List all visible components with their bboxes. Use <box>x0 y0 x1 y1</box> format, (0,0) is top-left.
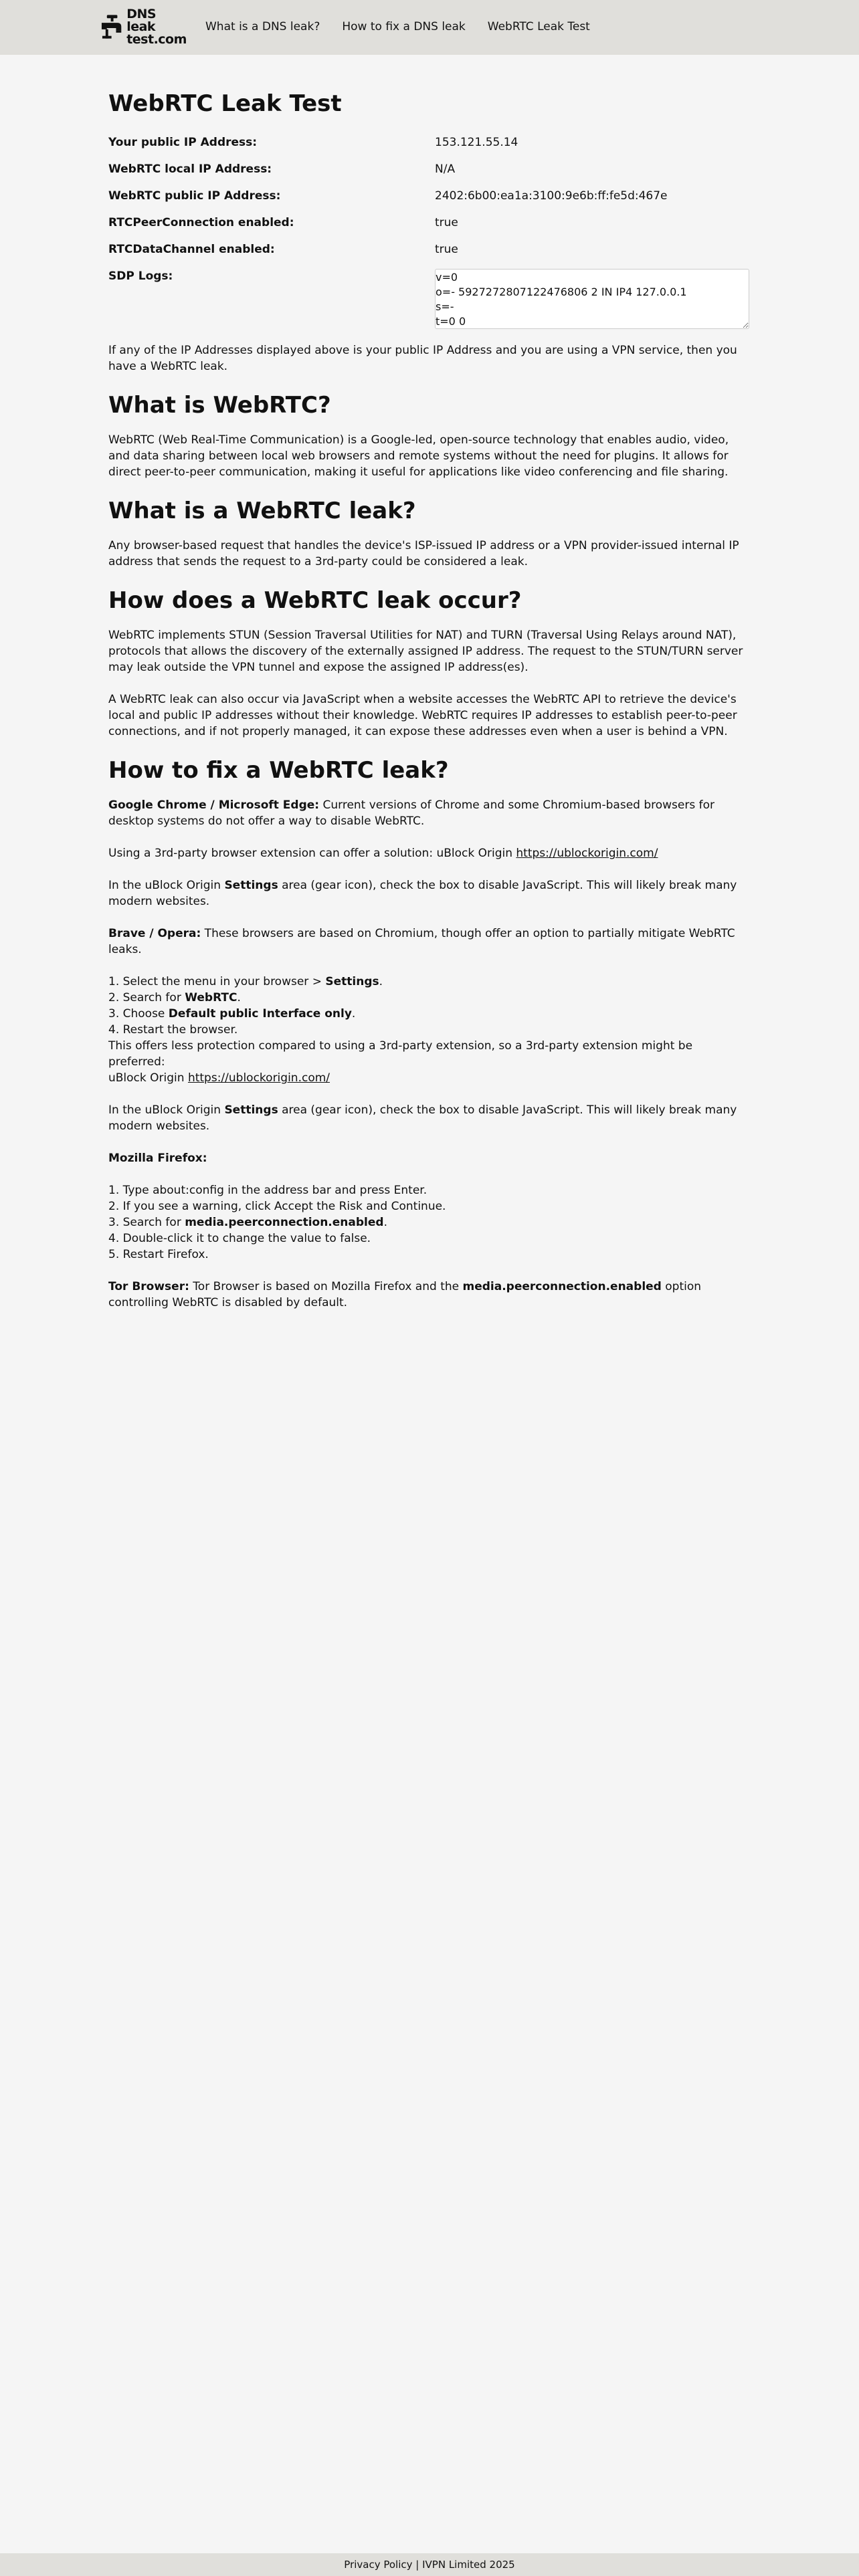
ublock-settings-section-2 <box>108 1102 751 1134</box>
site-header <box>0 0 859 55</box>
nav-what-is-dns-leak[interactable]: What is a DNS leak? <box>205 20 320 33</box>
step-text: uBlock Origin <box>108 1071 188 1085</box>
brave-ublock-line <box>108 1070 751 1086</box>
ublock-origin-link[interactable]: https://ublockorigin.com/ <box>516 847 658 860</box>
tor-label: Tor Browser: <box>108 1280 189 1293</box>
step-text: . <box>383 1216 387 1229</box>
ublock-text-pre: In the uBlock Origin <box>108 1103 225 1117</box>
faucet-icon <box>100 13 124 40</box>
firefox-step-3 <box>108 1214 751 1230</box>
result-value: true <box>435 216 458 229</box>
step-text: 3. Choose <box>108 1007 169 1021</box>
site-logo[interactable] <box>100 6 187 47</box>
heading-what-is-webrtc: What is WebRTC? <box>108 392 331 419</box>
leak-occur-paragraph-2: A WebRTC leak can also occur via JavaScript when a website accesses the WebRTC API to retrieve the device's local and public IP addresses without their knowledge. WebRTC requires IP addresses to establish peer-to-peer connections, and if not properly managed, it can expose these addresses even when a user is behind a VPN. <box>108 693 737 738</box>
sdp-logs-textarea[interactable] <box>435 269 749 329</box>
logo-line1: DNS leak <box>126 6 157 34</box>
main-content <box>108 87 751 1327</box>
footer-company: IVPN Limited 2025 <box>422 2559 515 2571</box>
tor-section <box>108 1279 751 1311</box>
result-row-rtcdatachannel <box>108 242 751 269</box>
result-value: 153.121.55.14 <box>435 136 518 149</box>
brave-step-1 <box>108 974 751 990</box>
brave-step-3 <box>108 1006 751 1022</box>
heading-how-does-leak-occur: How does a WebRTC leak occur? <box>108 587 522 614</box>
result-label: RTCDataChannel enabled: <box>108 243 275 256</box>
extension-text: Using a 3rd-party browser extension can offer a solution: uBlock Origin <box>108 847 516 860</box>
brave-protection-note: This offers less protection compared to using a 3rd-party extension, so a 3rd-party extension might be preferred: <box>108 1039 693 1069</box>
result-value: N/A <box>435 163 456 176</box>
ublock-settings-bold: Settings <box>224 1103 278 1117</box>
result-row-public-ip <box>108 135 751 162</box>
sdp-logs-label: SDP Logs: <box>108 270 173 283</box>
main-nav <box>205 19 590 34</box>
step-text: . <box>351 1007 356 1021</box>
chrome-edge-section <box>108 797 751 829</box>
step-text: 1. Select the menu in your browser > <box>108 975 326 988</box>
result-label: WebRTC public IP Address: <box>108 189 281 203</box>
extension-section <box>108 845 751 861</box>
heading-how-to-fix: How to fix a WebRTC leak? <box>108 757 449 784</box>
tor-bold: media.peerconnection.enabled <box>462 1280 662 1293</box>
tor-text-pre: Tor Browser is based on Mozilla Firefox and the <box>189 1280 463 1293</box>
step-text: . <box>379 975 383 988</box>
leak-note: If any of the IP Addresses displayed above is your public IP Address and you are using a VPN service, then you have a WebRTC leak. <box>108 344 737 373</box>
brave-steps <box>108 974 751 1086</box>
what-is-webrtc-leak-text: Any browser-based request that handles the device's ISP-issued IP address or a VPN provider-issued internal IP address that sends the request to a 3rd-party could be considered a leak. <box>108 539 739 568</box>
logo-line2: test.com <box>126 31 187 47</box>
firefox-steps <box>108 1182 751 1263</box>
ublock-text-post: area (gear icon), check the box to disable JavaScript. This will likely break many modern websites. <box>108 1103 737 1133</box>
brave-step-2 <box>108 990 751 1006</box>
step-bold: WebRTC <box>185 991 237 1004</box>
results-table <box>108 135 751 329</box>
chrome-edge-text: Current versions of Chrome and some Chromium-based browsers for desktop systems do not offer a way to disable WebRTC. <box>108 798 715 828</box>
result-value: true <box>435 243 458 256</box>
result-row-sdp-logs <box>108 269 751 329</box>
ublock-origin-link-2[interactable]: https://ublockorigin.com/ <box>187 1071 330 1085</box>
ublock-settings-bold: Settings <box>224 879 278 892</box>
footer-separator: | <box>412 2559 423 2571</box>
page-title: WebRTC Leak Test <box>108 90 342 117</box>
result-row-rtcpeerconnection <box>108 215 751 242</box>
result-row-webrtc-public-ip <box>108 189 751 215</box>
tor-text-post: option controlling WebRTC is disabled by default. <box>108 1280 702 1309</box>
step-bold: Settings <box>325 975 379 988</box>
firefox-step-2: 2. If you see a warning, click Accept the Risk and Continue. <box>108 1200 446 1213</box>
brave-opera-section <box>108 926 751 958</box>
firefox-step-1: 1. Type about:config in the address bar and press Enter. <box>108 1184 427 1197</box>
heading-what-is-webrtc-leak: What is a WebRTC leak? <box>108 498 416 524</box>
firefox-step-5: 5. Restart Firefox. <box>108 1248 209 1261</box>
brave-opera-text: These browsers are based on Chromium, though offer an option to partially mitigate WebRTC leaks. <box>108 927 735 956</box>
firefox-section <box>108 1150 751 1166</box>
privacy-policy-link[interactable]: Privacy Policy <box>344 2559 413 2571</box>
site-footer <box>0 2553 859 2576</box>
firefox-step-4: 4. Double-click it to change the value to false. <box>108 1232 371 1245</box>
result-label: Your public IP Address: <box>108 136 258 149</box>
nav-how-to-fix-dns-leak[interactable]: How to fix a DNS leak <box>342 20 466 33</box>
what-is-webrtc-text: WebRTC (Web Real-Time Communication) is a Google-led, open-source technology that enables audio, video, and data sharing between local web browsers and remote systems without the need for plugins. It allows for direct peer-to-peer communication, making it useful for applications like video conferencing and file sharing. <box>108 433 729 479</box>
chrome-edge-label: Google Chrome / Microsoft Edge: <box>108 798 320 812</box>
step-text: . <box>237 991 241 1004</box>
ublock-text-post: area (gear icon), check the box to disable JavaScript. This will likely break many modern websites. <box>108 879 737 908</box>
step-bold: Default public Interface only <box>168 1007 352 1021</box>
step-text: 3. Search for <box>108 1216 185 1229</box>
result-label: WebRTC local IP Address: <box>108 163 272 176</box>
leak-occur-paragraph-1: WebRTC implements STUN (Session Traversal Utilities for NAT) and TURN (Traversal Using Relays around NAT), protocols that allows the discovery of the externally assigned IP address. The request to the STUN/TURN server may leak outside the VPN tunnel and expose the assigned IP address(es). <box>108 629 743 674</box>
ublock-text-pre: In the uBlock Origin <box>108 879 225 892</box>
result-value: 2402:6b00:ea1a:3100:9e6b:ff:fe5d:467e <box>435 189 668 203</box>
nav-webrtc-leak-test[interactable]: WebRTC Leak Test <box>487 20 590 33</box>
step-bold: media.peerconnection.enabled <box>185 1216 384 1229</box>
step-text: 2. Search for <box>108 991 185 1004</box>
result-label: RTCPeerConnection enabled: <box>108 216 294 229</box>
brave-opera-label: Brave / Opera: <box>108 927 201 940</box>
result-row-local-ip <box>108 162 751 189</box>
brave-step-4: 4. Restart the browser. <box>108 1023 238 1037</box>
ublock-settings-section <box>108 877 751 909</box>
firefox-label: Mozilla Firefox: <box>108 1152 207 1165</box>
